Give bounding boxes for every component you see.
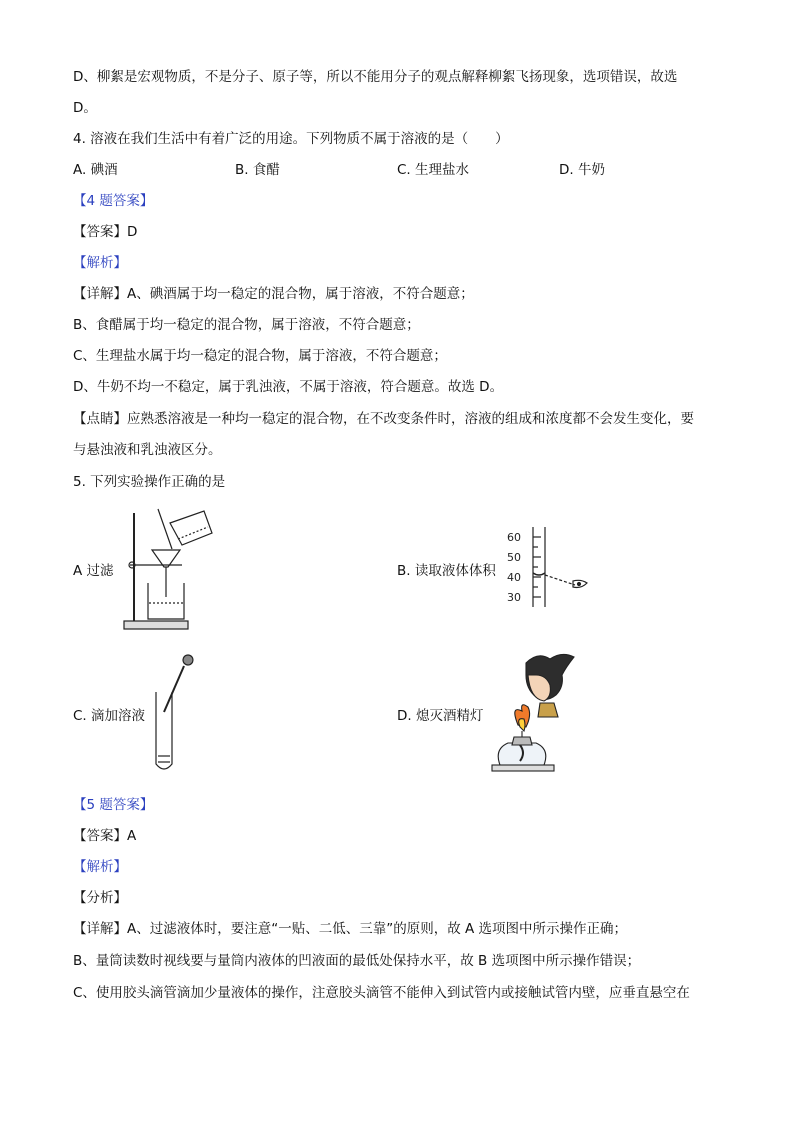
q5-option-a-label: A 过滤 (73, 563, 114, 579)
q5-option-c-label: C. 滴加溶液 (73, 708, 146, 724)
q5-analysis: 【分析】 (73, 890, 127, 906)
q5-option-d-label: D. 熄灭酒精灯 (397, 708, 484, 724)
q4-tip-line: 【点睛】应熟悉溶液是一种均一稳定的混合物，在不改变条件时，溶液的组成和浓度都不会发生变化，要 (73, 411, 694, 427)
q5-option-b-label: B. 读取液体体积 (397, 563, 496, 579)
q4-stem: 4. 溶液在我们生活中有着广泛的用途。下列物质不属于溶液的是（ ） (73, 131, 509, 147)
q4-detail-line: 【详解】A、碘酒属于均一稳定的混合物，属于溶液，不符合题意； (73, 286, 474, 302)
dropper-figure (150, 652, 200, 776)
alcohol-lamp-figure (486, 645, 596, 785)
q5-analysis-header: 【解析】 (73, 859, 127, 875)
q4-detail-line: B、食醋属于均一稳定的混合物，属于溶液，不符合题意； (73, 317, 420, 333)
q4-detail-line: C、生理盐水属于均一稳定的混合物，属于溶液，不符合题意； (73, 348, 447, 364)
q4-option-b: B. 食醋 (235, 162, 280, 178)
q5-stem: 5. 下列实验操作正确的是 (73, 474, 226, 490)
cylinder-tick-label: 40 (507, 571, 521, 584)
cylinder-tick-label: 50 (507, 551, 521, 564)
q5-answer-header: 【5 题答案】 (73, 797, 154, 813)
cylinder-reading-figure (505, 525, 595, 610)
q5-detail-line: B、量筒读数时视线要与量筒内液体的凹液面的最低处保持水平，故 B 选项图中所示操作错误； (73, 953, 641, 969)
filtration-figure (118, 505, 218, 633)
q4-answer-header: 【4 题答案】 (73, 193, 154, 209)
q5-detail-line: 【详解】A、过滤液体时，要注意“一贴、二低、三靠”的原则，故 A 选项图中所示操作正确； (73, 921, 628, 937)
q4-detail-line: D、牛奶不均一不稳定，属于乳浊液，不属于溶液，符合题意。故选 D。 (73, 379, 504, 395)
q4-option-c: C. 生理盐水 (397, 162, 470, 178)
q5-detail-line: C、使用胶头滴管滴加少量液体的操作，注意胶头滴管不能伸入到试管内或接触试管内壁，应垂直悬空在 (73, 985, 690, 1001)
q4-tip-line: 与悬浊液和乳浊液区分。 (73, 442, 222, 458)
q3-conclusion: D。 (73, 100, 97, 116)
q4-analysis-header: 【解析】 (73, 255, 127, 271)
q4-answer: 【答案】D (73, 224, 138, 240)
q4-option-d: D. 牛奶 (559, 162, 605, 178)
cylinder-tick-label: 60 (507, 531, 521, 544)
q5-answer: 【答案】A (73, 828, 137, 844)
cylinder-tick-label: 30 (507, 591, 521, 604)
q3-option-d-explanation: D、柳絮是宏观物质，不是分子、原子等，所以不能用分子的观点解释柳絮飞扬现象，选项错误，故选 (73, 69, 678, 85)
q4-option-a: A. 碘酒 (73, 162, 118, 178)
